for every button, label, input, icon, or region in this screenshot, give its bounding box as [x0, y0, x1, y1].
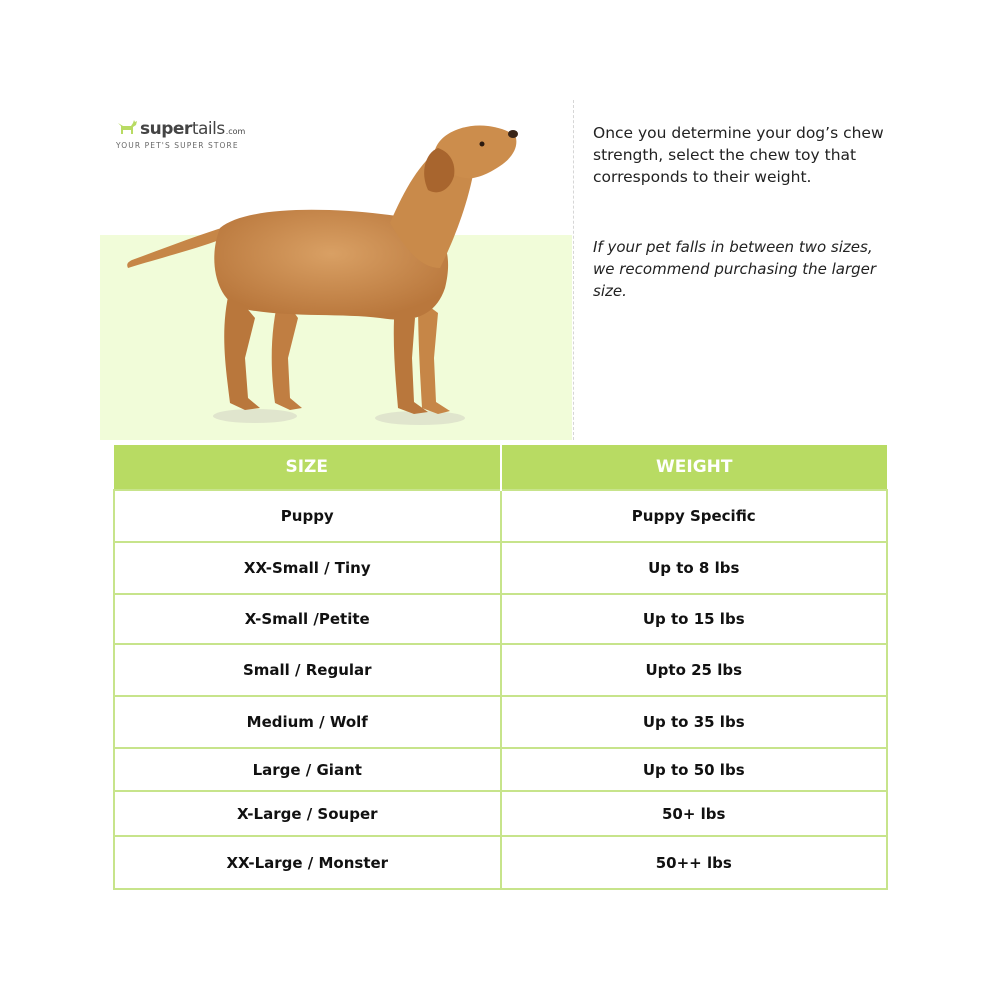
size-cell: Large / Giant	[114, 748, 501, 791]
weight-cell: Up to 35 lbs	[501, 696, 888, 748]
table-row	[114, 542, 887, 594]
size-cell: Small / Regular	[114, 644, 501, 696]
weight-cell: Puppy Specific	[501, 490, 888, 542]
table-row	[114, 594, 887, 644]
size-recommendation-note: If your pet falls in between two sizes, we recommend purchasing the larger size.	[593, 238, 877, 300]
weight-cell: 50++ lbs	[501, 836, 888, 889]
table-row	[114, 748, 887, 791]
weight-cell: Up to 50 lbs	[501, 748, 888, 791]
table-row	[114, 644, 887, 696]
weight-cell: Up to 15 lbs	[501, 594, 888, 644]
table-row	[114, 836, 887, 889]
logo-text-tails: tails	[191, 119, 225, 139]
weight-cell: Up to 8 lbs	[501, 542, 888, 594]
column-header-size: SIZE	[114, 445, 501, 490]
vertical-divider	[573, 100, 574, 440]
table-row	[114, 490, 887, 542]
size-weight-table	[113, 445, 888, 890]
size-cell: Puppy	[114, 490, 501, 542]
size-cell: X-Large / Souper	[114, 791, 501, 836]
puppy-illustration	[120, 118, 530, 433]
size-cell: Medium / Wolf	[114, 696, 501, 748]
table-row	[114, 791, 887, 836]
logo-tagline: YOUR PET'S SUPER STORE	[116, 141, 239, 150]
column-header-weight: WEIGHT	[501, 445, 888, 490]
logo-text-super: super	[140, 119, 192, 139]
logo-domain-suffix: .com	[225, 127, 246, 136]
table-row	[114, 696, 887, 748]
size-cell: X-Small /Petite	[114, 594, 501, 644]
weight-cell: 50+ lbs	[501, 791, 888, 836]
size-cell: XX-Small / Tiny	[114, 542, 501, 594]
table-header-row	[114, 445, 887, 490]
size-cell: XX-Large / Monster	[114, 836, 501, 889]
intro-text: Once you determine your dog’s chew strength, select the chew toy that corresponds to their weight.	[593, 124, 884, 186]
weight-cell: Upto 25 lbs	[501, 644, 888, 696]
